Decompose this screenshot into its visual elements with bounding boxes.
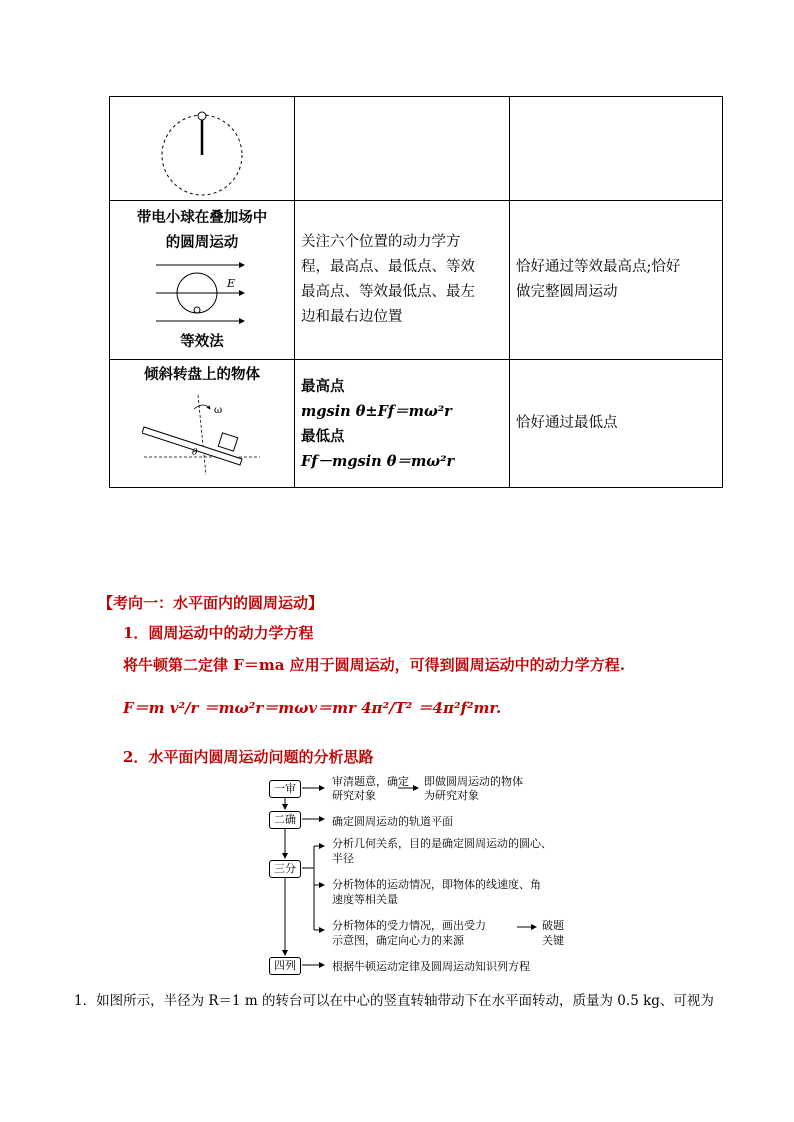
text-line: 分析物体的运动情况，即物体的线速度、角 [332,878,541,891]
table-cell [110,360,295,488]
step1-result [424,775,523,803]
table-cell [295,360,510,488]
text-line: 研究对象 [332,789,376,802]
electric-field-diagram [152,257,252,329]
text-line: 关键 [542,934,564,947]
method-caption: 等效法 [180,333,224,350]
theta-label: θ [192,448,198,458]
table-row [110,360,723,488]
step4-desc: 根据牛顿运动定律及圆周运动知识列方程 [332,960,530,973]
step-box-4: 四列 [269,957,301,975]
text-line: 审清题意，确定 [332,775,409,788]
table-cell [295,97,510,201]
position-label: 最高点 [301,377,345,395]
text-line: 做完整圆周运动 [516,284,618,300]
equation: Ff－mgsin θ＝mω²r [301,452,455,470]
paragraph: 将牛顿第二定律 F＝ma 应用于圆周运动，可得到圆周运动中的动力学方程. [123,656,625,674]
table-cell [110,201,295,360]
text-line: 程，最高点、最低点、等效 [301,259,475,275]
step3-geometry [332,836,552,866]
omega-label: ω [214,405,223,416]
text-line: 半径 [332,852,354,865]
section-heading: 【考向一：水平面内的圆周运动】 [98,594,324,612]
subheading-1: 1．圆周运动中的动力学方程 [123,624,314,642]
question-1: 1．如图所示，半径为 R＝1 m 的转台可以在中心的竖直转轴带动下在水平面转动，质量为 0.5 kg、可视为 [74,993,714,1009]
text-line: 为研究对象 [424,789,479,802]
text-line: 关注六个位置的动力学方 [301,234,461,250]
equation: mgsin θ±Ff＝mω²r [301,402,452,420]
step3-motion [332,877,541,907]
table-cell [510,360,723,488]
subheading-2: 2．水平面内圆周运动问题的分析思路 [123,748,374,766]
text-line: 恰好通过最低点 [516,415,618,431]
text-line: 速度等相关量 [332,893,398,906]
step-box-1: 一审 [269,780,301,798]
step-box-3: 三分 [269,860,301,878]
text-line: 分析几何关系，目的是确定圆周运动的圆心、 [332,837,552,850]
table-cell [295,201,510,360]
field-label: E [227,277,236,290]
step-box-2: 二确 [269,811,301,829]
text-line: 分析物体的受力情况，画出受力 [332,919,486,932]
text-line: 恰好通过等效最高点;恰好 [516,259,681,275]
row-title: 倾斜转盘上的物体 [144,366,260,383]
text-line: 最高点、等效最低点、最左 [301,284,475,300]
inclined-disk-diagram [142,389,262,477]
text-line: 边和最右边位置 [301,309,403,325]
summary-table [109,96,723,488]
analysis-flowchart [266,772,596,982]
position-label: 最低点 [301,427,345,445]
table-cell [110,97,295,201]
table-row [110,201,723,360]
formula: F＝m v²/r ＝mω²r＝mωv＝mr 4π²/T² ＝4π²f²mr. [123,699,502,717]
step3-force [332,918,486,948]
step1-desc [332,775,409,803]
row-title-line1: 带电小球在叠加场中 [136,209,268,226]
step3-key [542,918,564,948]
text-line: 示意图，确定向心力的来源 [332,934,464,947]
table-cell [510,97,723,201]
row-title-line2: 的圆周运动 [165,234,239,251]
vertical-circle-diagram [157,105,247,197]
table-cell [510,201,723,360]
step2-desc: 确定圆周运动的轨道平面 [332,815,453,828]
table-row [110,97,723,201]
text-line: 破题 [542,919,564,932]
text-line: 即做圆周运动的物体 [424,775,523,788]
